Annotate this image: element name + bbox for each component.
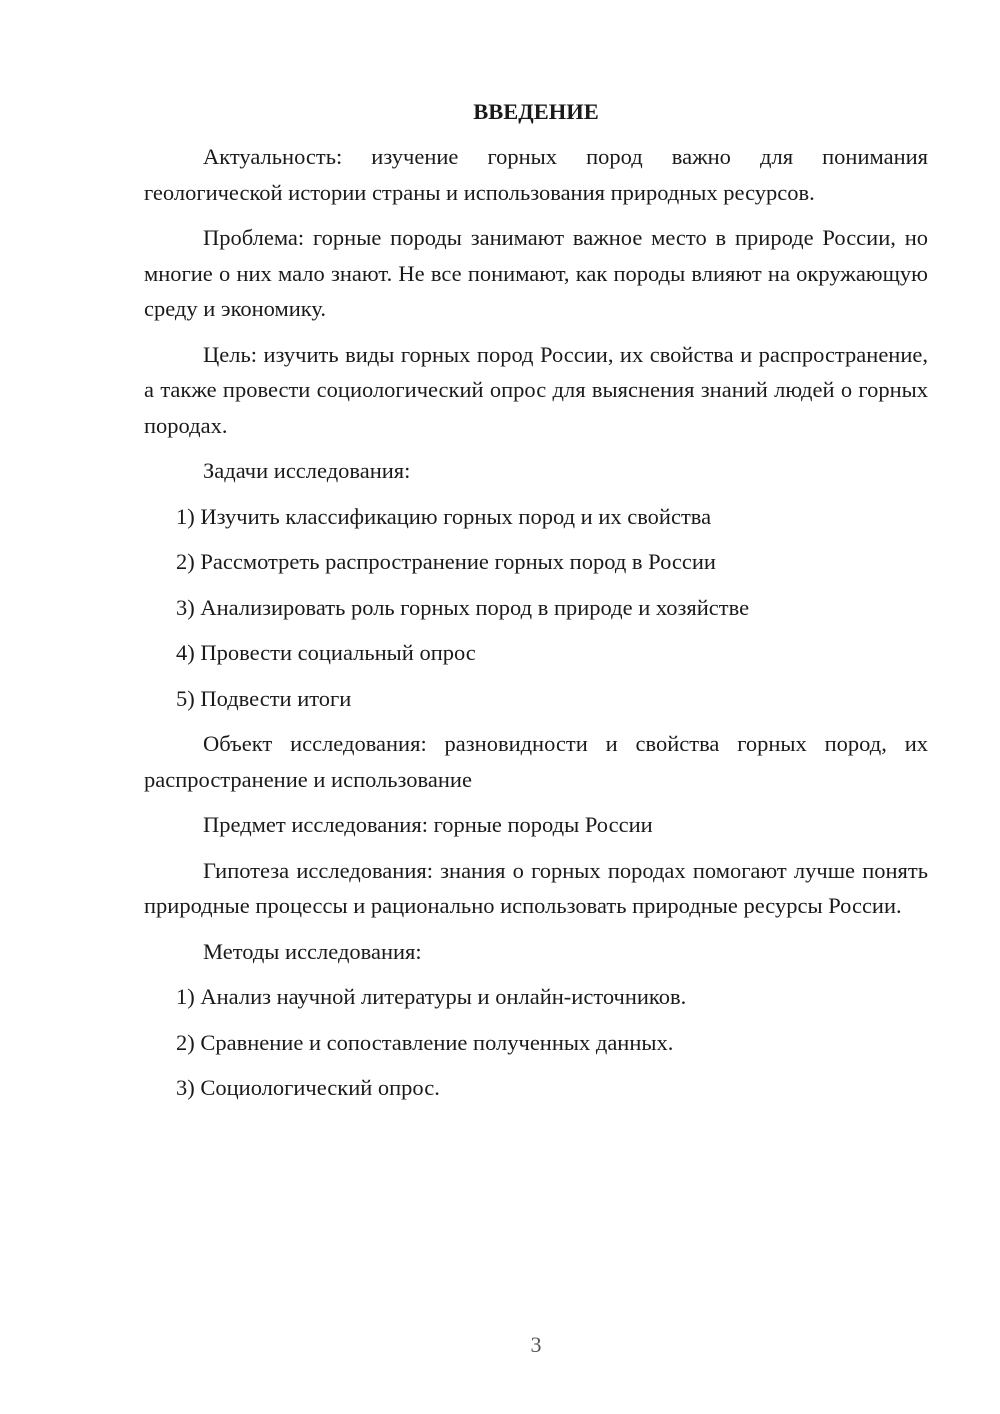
relevance-paragraph: Актуальность: изучение горных пород важно для понимания геологической истории страны и использования природных ресурсов. (144, 144, 928, 205)
page-number: 3 (530, 1332, 542, 1357)
task-item: 3) Анализировать роль горных пород в природе и хозяйстве (176, 594, 750, 620)
method-item: 1) Анализ научной литературы и онлайн-источников. (176, 984, 687, 1009)
method-item: 3) Социологический опрос. (176, 1075, 440, 1100)
task-item: 2) Рассмотреть распространение горных пород в России (176, 549, 716, 574)
task-item: 1) Изучить классификацию горных пород и их свойства (176, 503, 712, 529)
goal-paragraph: Цель: изучить виды горных пород России, их свойства и распространение, а также провести социологический опрос для выяснения знаний людей о горных породах. (144, 341, 928, 438)
object-paragraph: Объект исследования: разновидности и свойства горных пород, их распространение и использование (144, 731, 928, 792)
tasks-heading: Задачи исследования: (203, 458, 411, 483)
subject-line: Предмет исследования: горные породы России (203, 812, 653, 837)
hypothesis-paragraph: Гипотеза исследования: знания о горных породах помогают лучше понять природные процессы и рационально использовать природные ресурсы России. (144, 857, 928, 918)
methods-heading: Методы исследования: (203, 938, 422, 964)
problem-paragraph: Проблема: горные породы занимают важное место в природе России, но многие о них мало знают. Не все понимают, как породы влияют на окружающую среду и экономику. (144, 225, 928, 321)
section-title: ВВЕДЕНИЕ (473, 99, 599, 124)
method-item: 2) Сравнение и сопоставление полученных данных. (176, 1029, 674, 1055)
page-content (144, 94, 928, 1116)
task-item: 5) Подвести итоги (176, 685, 352, 711)
task-item: 4) Провести социальный опрос (176, 640, 476, 665)
